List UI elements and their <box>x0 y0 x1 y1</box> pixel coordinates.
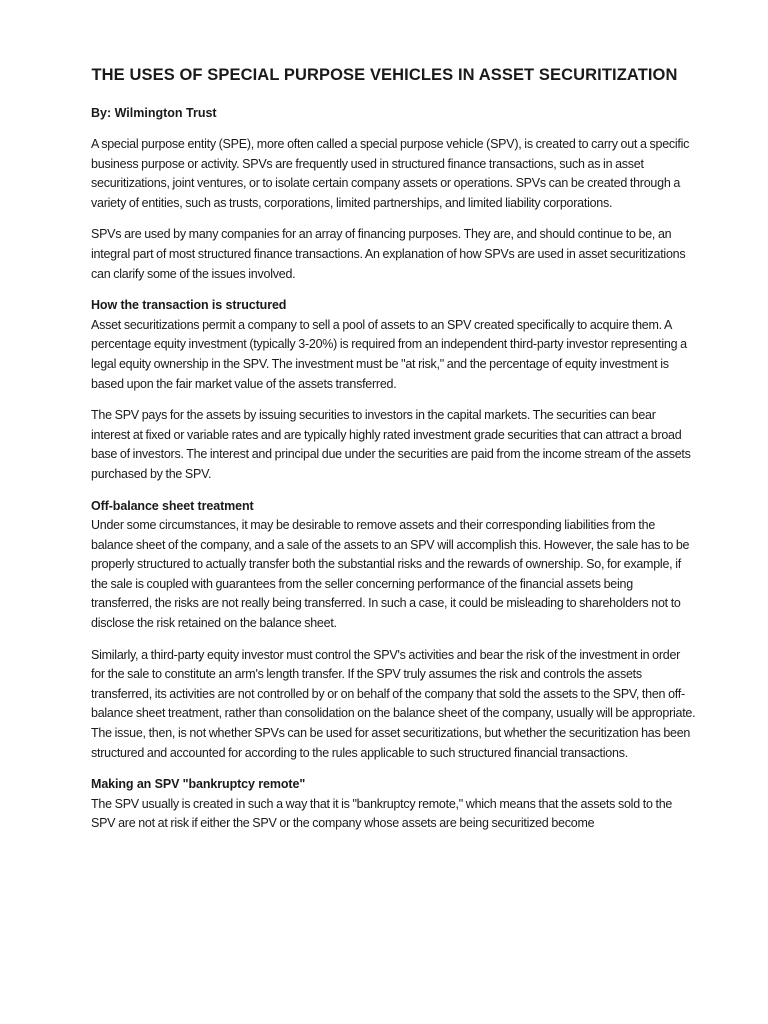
section-heading: Off-balance sheet treatment <box>91 498 254 513</box>
section-paragraph: The SPV usually is created in such a way that it is "bankruptcy remote," which means that the assets sold to the SPV are not at risk if either the SPV or the company whose assets are being securitized become <box>91 796 673 831</box>
section-heading: How the transaction is structured <box>91 298 287 313</box>
section-paragraph: Under some circumstances, it may be desirable to remove assets and their corresponding liabilities from the balance sheet of the company, and a sale of the assets to an SPV will accomplish this. However, the sale has to be properly structured to actually transfer both the substantial risks and the rewards of ownership. So, for example, if the sale is coupled with guarantees from the seller concerning performance of the financial assets being transferred, the risks are not really being transferred. In such a case, it could be misleading to shareholders not to disclose the risk retained on the balance sheet. <box>91 518 690 631</box>
section-paragraph: Asset securitizations permit a company to sell a pool of assets to an SPV created specifically to acquire them. A percentage equity investment (typically 3-20%) is required from an independent third-party investor representing a legal equity ownership in the SPV. The investment must be "at risk," and the percentage of equity investment is based upon the fair market value of the assets transferred. <box>91 317 687 391</box>
section-transaction-structure <box>91 296 696 484</box>
document-byline: By: Wilmington Trust <box>91 106 217 120</box>
section-paragraph: The SPV pays for the assets by issuing securities to investors in the capital markets. The securities can bear interest at fixed or variable rates and are typically highly rated investment grade securities that can attract a broad base of investors. The interest and principal due under the securities are paid from the income stream of the assets purchased by the SPV. <box>91 408 691 481</box>
section-off-balance-sheet <box>91 497 696 764</box>
intro-paragraph-1: A special purpose entity (SPE), more often called a special purpose vehicle (SPV), is created to carry out a specific business purpose or activity. SPVs are frequently used in structured finance transactions, such as in asset securitizations, joint ventures, or to isolate certain company assets or operations. SPVs can be created through a variety of entities, such as trusts, corporations, limited partnerships, and limited liability corporations. <box>91 137 690 210</box>
section-heading: Making an SPV "bankruptcy remote" <box>91 777 306 792</box>
section-paragraph: Similarly, a third-party equity investor must control the SPV's activities and bear the risk of the investment in order for the sale to constitute an arm's length transfer. If the SPV truly assumes the risk and controls the assets transferred, its activities are not controlled by or on behalf of the company that sold the assets to the SPV, then off-balance sheet treatment, rather than consolidation on the balance sheet of the company, usually will be appropriate. The issue, then, is not whether SPVs can be used for asset securitizations, but whether the securitization has been structured and accounted for according to the rules applicable to such structured financial transactions. <box>91 647 696 760</box>
intro-paragraph-2: SPVs are used by many companies for an array of financing purposes. They are, and should continue to be, an integral part of most structured finance transactions. An explanation of how SPVs are used in asset securitizations can clarify some of the issues involved. <box>91 227 686 281</box>
document-title: THE USES OF SPECIAL PURPOSE VEHICLES IN ASSET SECURITIZATION <box>91 66 678 84</box>
section-bankruptcy-remote <box>91 775 696 834</box>
